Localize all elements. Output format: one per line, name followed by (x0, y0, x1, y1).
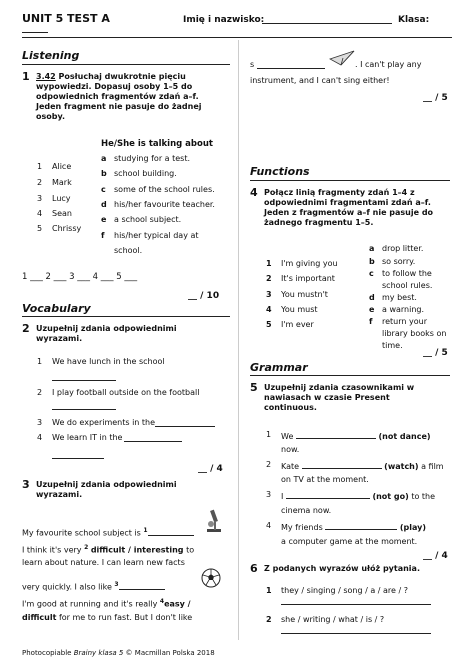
functions-heading-line (250, 180, 450, 181)
list-item: his/her typical day at (114, 231, 199, 240)
list-item: his/her favourite teacher. (114, 200, 215, 209)
ex2-score: __ / 4 (198, 464, 223, 474)
list-item: 2 (266, 274, 272, 283)
ex4-score: __ / 5 (423, 348, 448, 358)
ex3-cont-blank[interactable] (257, 68, 325, 69)
ex3-number: 3 (22, 478, 30, 491)
ex3-instruction: Uzupełnij zdania odpowiednimi wyrazami. (36, 480, 177, 499)
list-item: a (369, 244, 375, 253)
list-item: e (101, 215, 107, 224)
ex1-score: __ / 10 (188, 291, 220, 301)
class-label: Klasa: (398, 15, 430, 25)
ex5-score: __ / 4 (423, 551, 448, 561)
ex2-instruction: Uzupełnij zdania odpowiednimi wyrazami. (36, 324, 177, 343)
list-item: d (101, 200, 107, 209)
list-item: b (369, 257, 375, 266)
vocab-item-number: 4 (37, 433, 43, 442)
ex3-line-3: learn about nature. I can learn new facts (22, 558, 185, 567)
list-item: school. (114, 246, 143, 255)
vocab-item-text: We do experiments in the (52, 418, 156, 427)
microscope-icon (205, 509, 223, 537)
vocab-item-text: We learn IT in the (52, 433, 123, 442)
ex1-instruction: 3.42 Posłuchaj dwukrotnie pięciu wypowiedzi. Dopasuj osoby 1–5 do odpowiednich fragmentów zdań a–f. Jeden fragment nie pasuje do żadnej osoby. (36, 72, 202, 121)
vocab-blank-2[interactable] (52, 409, 116, 410)
list-item: my best. (382, 293, 417, 302)
list-item: 4 (37, 209, 43, 218)
ex5-instruction: Uzupełnij zdania czasownikami w nawiasach w czasie Present continuous. (264, 383, 415, 412)
list-item: to follow the (382, 269, 432, 278)
list-item: 5 (266, 320, 272, 329)
list-item: library books on (382, 329, 447, 338)
list-item: I'm ever (281, 320, 314, 329)
grammar-item-number: 4 (266, 521, 272, 530)
list-item: c (369, 269, 374, 278)
listening-heading-line (22, 64, 230, 65)
grammar-item-3-cont: cinema now. (281, 506, 332, 515)
list-item: a warning. (382, 305, 425, 314)
vocab-blank-4b[interactable] (52, 458, 104, 459)
question-answer-1[interactable] (281, 604, 431, 605)
ex6-number: 6 (250, 562, 258, 575)
ex3-line-1: My favourite school subject is $^1$ (22, 526, 194, 539)
list-item: Mark (52, 178, 72, 187)
question-words: she / writing / what / is / ? (281, 615, 385, 624)
ex3-line-6: difficult for me to run fast. But I don't like (22, 613, 193, 622)
grammar-item-4-cont: a computer game at the moment. (281, 537, 418, 546)
grammar-item-1: We (not dance) (281, 432, 431, 441)
class-field[interactable] (22, 32, 48, 33)
track-number: 3.42 (36, 72, 56, 81)
name-field[interactable] (262, 23, 392, 24)
name-label: Imię i nazwisko: (183, 15, 265, 25)
list-item: b (101, 169, 107, 178)
grammar-item-number: 3 (266, 490, 272, 499)
question-answer-2[interactable] (281, 633, 431, 634)
listening-heading: Listening (22, 49, 80, 62)
question-number: 2 (266, 615, 272, 624)
column-divider (238, 40, 239, 640)
grammar-item-3: I (not go) to the (281, 492, 436, 501)
list-item: 3 (266, 290, 272, 299)
paper-plane-icon (329, 49, 355, 71)
ex3-cont-line-2: instrument, and I can't sing either! (250, 76, 390, 85)
grammar-item-2-cont: on TV at the moment. (281, 475, 369, 484)
list-item: e (369, 305, 375, 314)
list-item: Chrissy (52, 224, 82, 233)
ex3-score: __ / 5 (423, 93, 448, 103)
vocab-item-number: 1 (37, 357, 43, 366)
list-item: school rules. (382, 281, 433, 290)
ex4-instruction: Połącz linią fragmenty zdań 1–4 z odpowiednimi fragmentami zdań a–f. Jeden z fragmentów a–f nie pasuje do żadnego fragmentu 1–5. (264, 188, 434, 227)
ex3-cont-letter: s (250, 60, 255, 69)
list-item: c (101, 185, 106, 194)
list-item: f (369, 317, 373, 326)
list-item: 5 (37, 224, 43, 233)
grammar-item-2: Kate (watch) a film (281, 462, 444, 471)
ex6-instruction: Z podanych wyrazów ułóż pytania. (264, 564, 420, 573)
vocab-blank-3[interactable] (155, 426, 215, 427)
ex3-cont-line-1: . I can't play any (355, 60, 422, 69)
list-item: a (101, 154, 107, 163)
list-item: 1 (266, 259, 272, 268)
grammar-item-number: 1 (266, 430, 272, 439)
list-item: 3 (37, 194, 43, 203)
vocab-blank-4[interactable] (124, 441, 182, 442)
ex3-line-5: I'm good at running and it's really $^4$easy / (22, 598, 191, 609)
ex1-number: 1 (22, 70, 30, 83)
vocab-item-number: 3 (37, 418, 43, 427)
football-icon (201, 568, 221, 592)
list-item: school building. (114, 169, 177, 178)
ex4-number: 4 (250, 186, 258, 199)
vocab-blank-1[interactable] (52, 380, 116, 381)
ex2-number: 2 (22, 322, 30, 335)
list-item: return your (382, 317, 427, 326)
test-title: UNIT 5 TEST A (22, 12, 110, 25)
header-divider (22, 37, 452, 38)
list-item: time. (382, 341, 403, 350)
list-item: studying for a test. (114, 154, 190, 163)
grammar-item-1-cont: now. (281, 445, 300, 454)
list-item: You mustn't (281, 290, 328, 299)
ex1-answer-blanks[interactable]: 1 ___ 2 ___ 3 ___ 4 ___ 5 ___ (22, 272, 138, 282)
list-item: You must (281, 305, 318, 314)
list-item: f (101, 231, 105, 240)
list-item: some of the school rules. (114, 185, 215, 194)
list-item: d (369, 293, 375, 302)
list-item: Lucy (52, 194, 71, 203)
ex3-line-2: I think it's very $^2$ difficult / interesting to (22, 544, 195, 555)
talking-about-header: He/She is talking about (101, 139, 213, 149)
list-item: a school subject. (114, 215, 182, 224)
grammar-heading: Grammar (250, 361, 308, 374)
list-item: 2 (37, 178, 43, 187)
vocab-item-number: 2 (37, 388, 43, 397)
list-item: 4 (266, 305, 272, 314)
question-words: they / singing / song / a / are / ? (281, 586, 408, 595)
list-item: 1 (37, 162, 43, 171)
vocabulary-heading: Vocabulary (22, 302, 91, 315)
ex3-line-4: very quickly. I also like $^3$ (22, 580, 165, 593)
list-item: so sorry. (382, 257, 416, 266)
list-item: It's important (281, 274, 335, 283)
question-number: 1 (266, 586, 272, 595)
grammar-item-number: 2 (266, 460, 272, 469)
grammar-item-4: My friends (play) (281, 523, 426, 532)
list-item: Alice (52, 162, 72, 171)
vocab-item-text: I play football outside on the football (52, 388, 200, 397)
footer-copyright: Photocopiable Brainy klasa 5 © Macmillan Polska 2018 (22, 649, 215, 657)
ex5-number: 5 (250, 381, 258, 394)
grammar-heading-line (250, 375, 450, 376)
functions-heading: Functions (250, 165, 310, 178)
list-item: drop litter. (382, 244, 424, 253)
list-item: I'm giving you (281, 259, 338, 268)
list-item: Sean (52, 209, 72, 218)
vocab-item-text: We have lunch in the school (52, 357, 165, 366)
vocabulary-heading-line (22, 316, 230, 317)
